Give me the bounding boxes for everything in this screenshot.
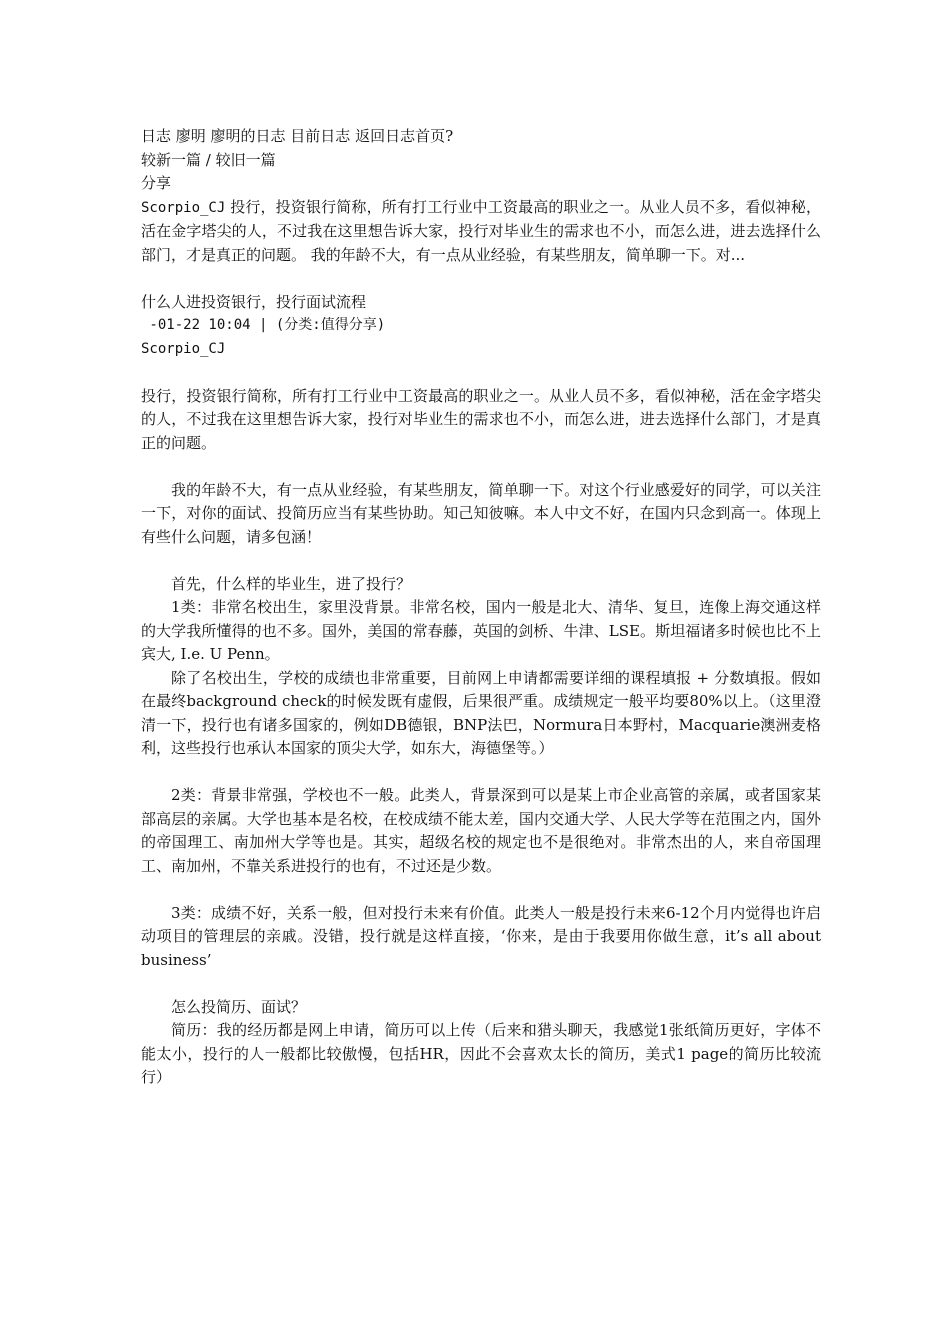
summary-author: Scorpio_CJ [141, 199, 226, 216]
spacer [141, 455, 821, 479]
article-paragraph: 3类：成绩不好，关系一般，但对投行未来有价值。此类人一般是投行未来6-12个月内觉得也许启动项目的管理层的亲戚。没错，投行就是这样直接，‘你来，是由于我要用你做生意，it’s all about business’ [141, 903, 821, 969]
prev-next-links[interactable]: 较新一篇 / 较旧一篇 [141, 150, 276, 169]
spacer [141, 549, 821, 573]
spacer [141, 267, 821, 291]
article-paragraph: 2类：背景非常强，学校也不一般。此类人，背景深到可以是某上市企业高管的亲属，或者国家某部高层的亲属。大学也基本是名校，在校成绩不能太差，国内交通大学、人民大学等在范围之内，国外的帝国理工、南加州大学等也是。其实，超级名校的规定也不是很绝对。非常杰出的人，来自帝国理工、南加州，不靠关系进投行的也有，不过还是少数。 [141, 786, 821, 875]
summary-text: 投行，投资银行简称，所有打工行业中工资最高的职业之一。从业人员不多，看似神秘，活在金字塔尖的人，不过我在这里想告诉大家，投行对毕业生的需求也不小，而怎么进，进去选择什么部门，才是真正的问题。 我的年龄不大，有一点从业经验，有某些朋友，简单聊一下。对... [141, 197, 821, 264]
article-paragraph: 简历：我的经历都是网上申请，简历可以上传（后来和猎头聊天，我感觉1张纸简历更好，字体不能太小，投行的人一般都比较傲慢，包括HR，因此不会喜欢太长的简历，美式1 page的简历比较流行） [141, 1021, 821, 1086]
article-author: Scorpio_CJ [141, 340, 226, 357]
article-meta: -01-22 10:04 | (分类:值得分享) [141, 317, 386, 333]
spacer [141, 972, 821, 996]
article-paragraph: 除了名校出生，学校的成绩也非常重要，目前网上申请都需要详细的课程填报 + 分数填报。假如在最终background check的时候发既有虚假，后果很严重。成绩规定一般平均要80%以上。（这里澄清一下，投行也有诸多国家的，例如DB德银，BNP法巴，Normura日本野村，Macquarie澳洲麦格利，这些投行也承认本国家的顶尖大学，如东大，海德堡等。） [141, 668, 821, 757]
document-page [141, 125, 821, 1090]
spacer [141, 878, 821, 902]
article-paragraph: 我的年龄不大，有一点从业经验，有某些朋友，简单聊一下。对这个行业感爱好的同学，可以关注一下，对你的面试、投简历应当有某些协助。知己知彼嘛。本人中文不好，在国内只念到高一。体现上有些什么问题，请多包涵！ [141, 480, 821, 546]
share-link[interactable]: 分享 [141, 174, 172, 192]
article-paragraph: 投行，投资银行简称，所有打工行业中工资最高的职业之一。从业人员不多，看似神秘，活在金字塔尖的人，不过我在这里想告诉大家，投行对毕业生的需求也不小，而怎么进，进去选择什么部门，才是真正的问题。 [141, 386, 821, 452]
spacer [141, 761, 821, 785]
article-title: 什么人进投资银行，投行面试流程 [141, 292, 367, 311]
section-heading: 首先，什么样的毕业生，进了投行？ [171, 574, 412, 593]
spacer [141, 361, 821, 385]
summary-paragraph [141, 196, 821, 268]
section-heading: 怎么投简历、面试？ [171, 997, 307, 1016]
article-paragraph: 1类：非常名校出生，家里没背景。非常名校，国内一般是北大、清华、复旦，连像上海交通这样的大学我所懂得的也不多。国外，美国的常春藤，英国的剑桥、牛津、LSE。斯坦福诸多时候也比不上宾大, I.e. U Penn。 [141, 598, 821, 663]
blog-nav-links[interactable]: 日志 廖明 廖明的日志 目前日志 返回日志首页? [141, 127, 454, 145]
